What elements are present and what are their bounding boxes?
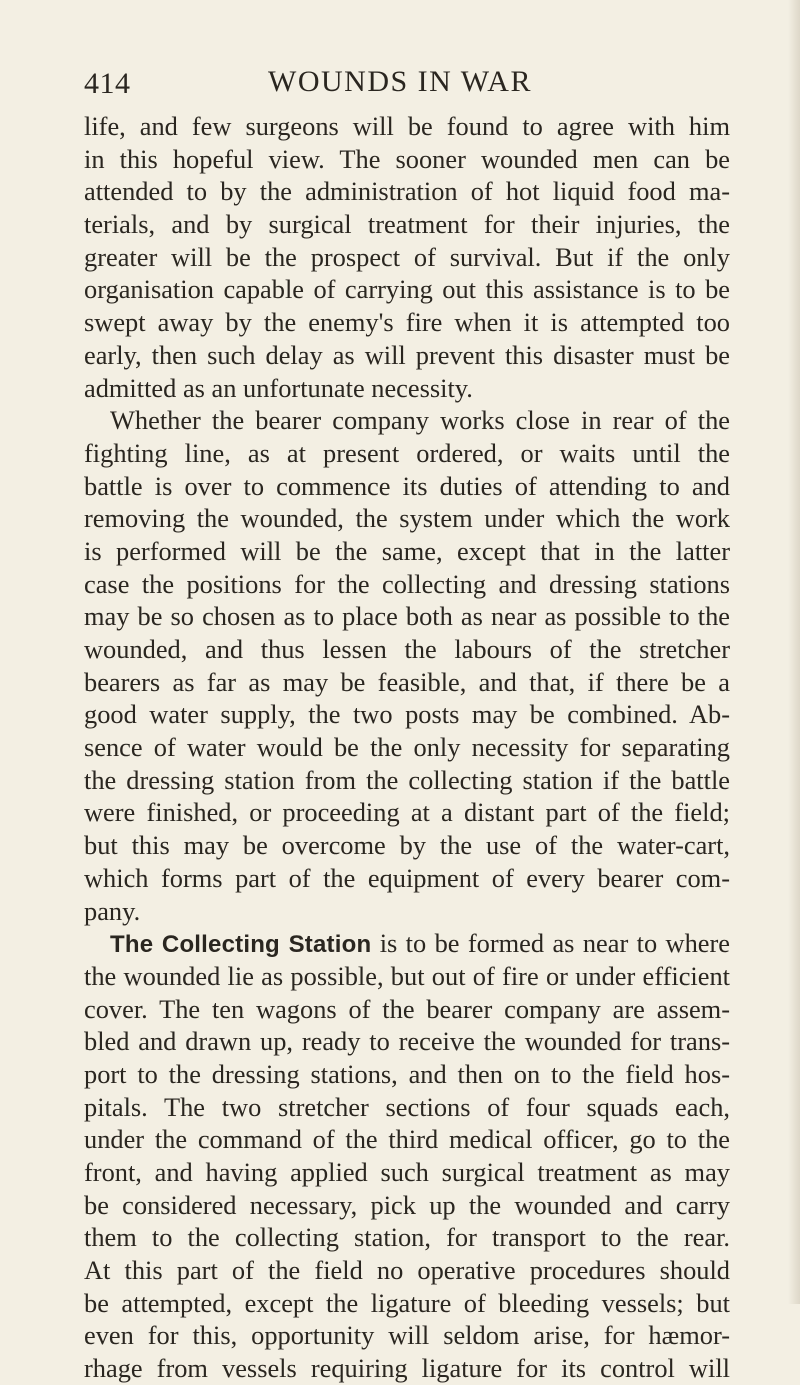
text-line: them to the collecting station, for transport to the rear.: [84, 1222, 730, 1253]
text-line: rhage from vessels requiring ligature for its control will: [84, 1353, 730, 1384]
text-line: be considered necessary, pick up the wounded and carry: [84, 1189, 730, 1220]
text-line: life, and few surgeons will be found to agree with him: [84, 111, 730, 141]
text-line: is performed will be the same, except that in the latter: [84, 535, 730, 566]
text-line: be attempted, except the ligature of bleeding vessels; but: [84, 1287, 730, 1318]
text-line: fighting line, as at present ordered, or waits until the: [84, 437, 730, 468]
text-line: even for this, opportunity will seldom arise, for hæmor-: [84, 1320, 730, 1351]
paragraph-start-line: Whether the bearer company works close in rear of the: [110, 405, 730, 436]
text-line: bled and drawn up, ready to receive the wounded for trans-: [84, 1026, 730, 1057]
text-line: case the positions for the collecting and dressing stations: [84, 568, 730, 599]
section-start-line: [84, 927, 730, 960]
page-edge-shadow: [788, 0, 800, 1304]
text-line: the dressing station from the collecting station if the battle: [84, 764, 730, 795]
text-line: under the command of the third medical officer, go to the: [84, 1124, 730, 1155]
text-line: pitals. The two stretcher sections of four squads each,: [84, 1091, 730, 1122]
text-line: bearers as far as may be feasible, and that, if there be a: [84, 666, 730, 697]
paragraph-end-line: admitted as an unfortunate necessity.: [84, 372, 473, 403]
text-line: swept away by the enemy's fire when it is attempted too: [84, 307, 730, 338]
text-line: port to the dressing stations, and then on to the field hos-: [84, 1058, 730, 1089]
text-line: terials, and by surgical treatment for their injuries, the: [84, 209, 730, 240]
text-line: in this hopeful view. The sooner wounded men can be: [84, 143, 730, 174]
text-line: early, then such delay as will prevent this disaster must be: [84, 339, 730, 370]
text-line: the wounded lie as possible, but out of fire or under efficient: [84, 960, 730, 991]
paragraph-end-line: pany.: [84, 895, 141, 926]
running-title: WOUNDS IN WAR: [268, 65, 532, 98]
text-line: At this part of the field no operative procedures should: [84, 1255, 730, 1286]
text-line: good water supply, the two posts may be combined. Ab-: [84, 699, 730, 730]
text-line: were finished, or proceeding at a distant part of the field;: [84, 797, 730, 828]
section-heading: The Collecting Station: [110, 931, 372, 959]
text-line: battle is over to commence its duties of attending to and: [84, 470, 730, 501]
text-line: cover. The ten wagons of the bearer company are assem-: [84, 993, 730, 1024]
text-line: attended to by the administration of hot liquid food ma-: [84, 176, 730, 207]
page-number: 414: [84, 67, 131, 100]
text-line: wounded, and thus lessen the labours of the stretcher: [84, 634, 730, 664]
text-line: removing the wounded, the system under which the work: [84, 503, 730, 534]
text-line: sence of water would be the only necessity for separating: [84, 732, 730, 763]
text-line: may be so chosen as to place both as near as possible to the: [84, 601, 730, 632]
text-line: which forms part of the equipment of every bearer com-: [84, 862, 730, 893]
text-line: front, and having applied such surgical treatment as may: [84, 1157, 730, 1187]
text-line: greater will be the prospect of survival. But if the only: [84, 241, 730, 272]
text-line: but this may be overcome by the use of the water-cart,: [84, 830, 730, 861]
body-text: [84, 110, 730, 1385]
text-line: organisation capable of carrying out this assistance is to be: [84, 274, 730, 305]
section-start-text: is to be formed as near to where: [379, 928, 730, 959]
